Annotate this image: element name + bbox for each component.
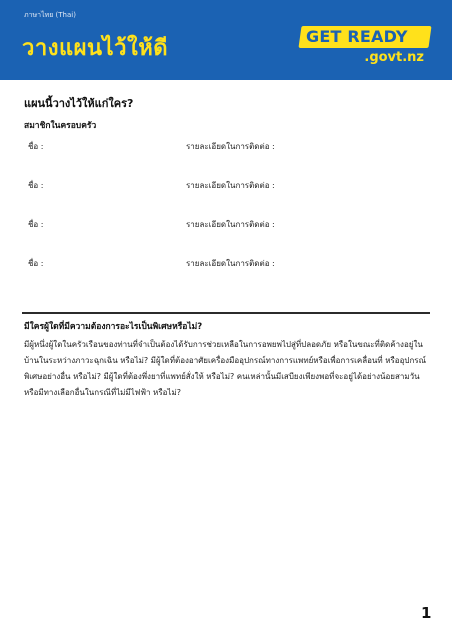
member-contact-label: รายละเอียดในการติดต่อ : [186, 220, 275, 229]
member-contact-label: รายละเอียดในการติดต่อ : [186, 142, 275, 151]
member-name-label: ชื่อ : [28, 220, 44, 229]
section-heading: แผนนี้วางไว้ให้แก่ใคร? [24, 97, 134, 110]
member-name-label: ชื่อ : [28, 142, 44, 151]
member-name-label: ชื่อ : [28, 181, 44, 190]
header-banner [0, 0, 452, 80]
language-label: ภาษาไทย (Thai) [24, 11, 76, 19]
page-number: 1 [421, 604, 432, 622]
member-contact-label: รายละเอียดในการติดต่อ : [186, 181, 275, 190]
special-needs-paragraph: มีผู้หนึ่งผู้ใดในครัวเรือนของท่านที่จำเป็นต้องได้รับการช่วยเหลือในการอพยพไปสู่ที่ปลอดภัย หรือในขณะที่ติดค้างอยู่ในบ้านในระหว่างภาวะฉุกเฉิน หรือไม่? มีผู้ใดที่ต้องอาศัยเครื่องมืออุปกรณ์ทางการแพทย์หรือเพื่อการเคลื่อนที่ หรืออุปกรณ์พิเศษอย่างอื่น หรือไม่? มีผู้ใดที่ต้องพึ่งยาที่แพทย์สั่งให้ หรือไม่? คนเหล่านั้นมีเสบียงเพียงพอที่จะอยู่ได้อย่างน้อยสามวัน หรือมีทางเลือกอื่นในกรณีที่ไม่มีไฟฟ้า หรือไม่? [24, 340, 427, 397]
section-divider [22, 312, 430, 314]
get-ready-logo [300, 26, 430, 70]
logo-main-text: GET READY [306, 27, 408, 46]
special-needs-heading: มีใครผู้ใดที่มีความต้องการอะไรเป็นพิเศษหรือไม่? [24, 322, 203, 332]
member-contact-label: รายละเอียดในการติดต่อ : [186, 259, 275, 268]
logo-sub-text: .govt.nz [364, 50, 424, 65]
household-heading: สมาชิกในครอบครัว [24, 121, 97, 131]
page-title: วางแผนไว้ให้ดี [22, 36, 169, 61]
member-name-label: ชื่อ : [28, 259, 44, 268]
